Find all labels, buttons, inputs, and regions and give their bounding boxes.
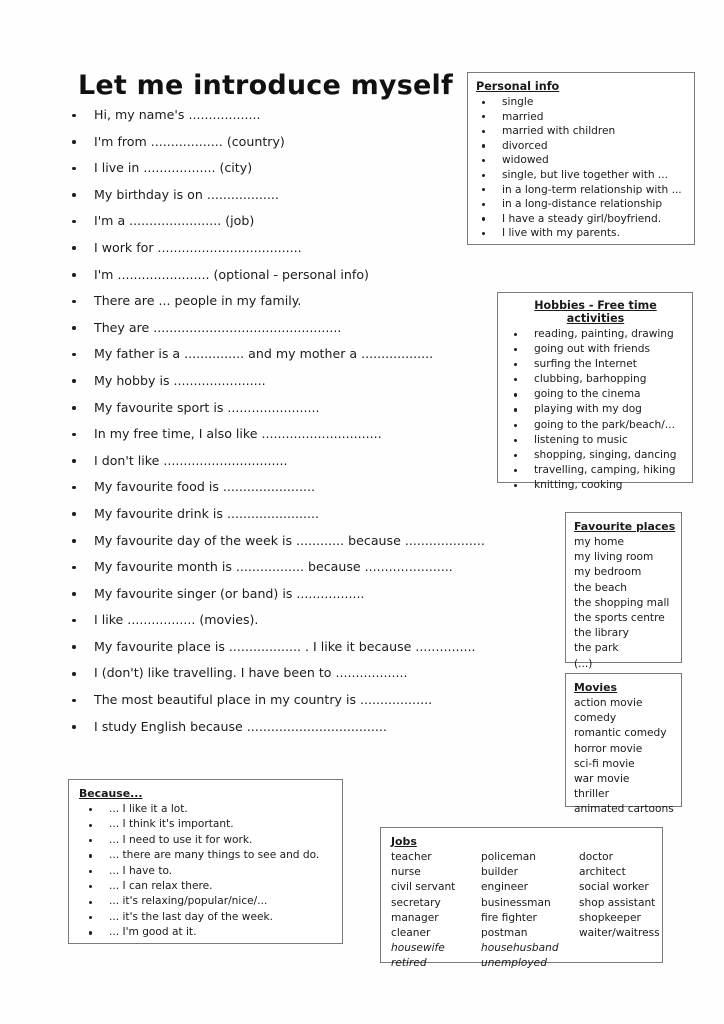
movies-item: thriller: [574, 788, 609, 801]
hobbies-list: [504, 327, 687, 493]
prompt-list-item: My favourite month is ................. because ......................: [66, 554, 536, 581]
job-item: secretary: [391, 896, 441, 909]
personal-info-item: in a long-distance relationship: [476, 197, 688, 212]
hobbies-item: travelling, camping, hiking: [504, 463, 687, 478]
job-item: postman: [481, 927, 528, 940]
personal-info-title: Personal info: [476, 80, 560, 93]
movies-box: [565, 673, 682, 816]
personal-info-item: divorced: [476, 139, 688, 154]
hobbies-item: listening to music: [504, 433, 687, 448]
movies-item: war movie: [574, 773, 630, 786]
prompt-list-item: I'm ....................... (optional - personal info): [66, 262, 536, 289]
hobbies-title: Hobbies - Free time activities: [534, 299, 657, 325]
because-item: ... I like it a lot.: [79, 802, 336, 817]
job-item: [579, 941, 660, 956]
favourite-places-title: Favourite places: [574, 520, 676, 533]
jobs-grid: [391, 850, 660, 972]
job-item: businessman: [481, 896, 551, 909]
movies-item: animated cartoons: [574, 803, 674, 816]
job-item: shopkeeper: [579, 911, 641, 924]
personal-info-item: I have a steady girl/boyfriend.: [476, 212, 688, 227]
favourite-places-item: the park: [574, 642, 619, 655]
page-title: Let me introduce myself: [78, 70, 453, 102]
favourite-places-item: the shopping mall: [574, 596, 670, 609]
favourite-places-item: the library: [574, 627, 629, 640]
movies-list: [574, 696, 676, 818]
job-item: nurse: [391, 866, 421, 879]
prompt-list-item: I like ................. (movies).: [66, 607, 536, 634]
prompt-list-item: My father is a ............... and my mother a ..................: [66, 341, 536, 368]
personal-info-item: in a long-term relationship with ...: [476, 183, 688, 198]
because-item: ... I think it's important.: [79, 817, 336, 832]
prompt-list-item: My favourite food is .......................: [66, 474, 536, 501]
movies-item: horror movie: [574, 742, 643, 755]
personal-info-item: married: [476, 110, 688, 125]
because-box: [68, 779, 343, 944]
prompt-list-item: I live in .................. (city): [66, 155, 536, 182]
personal-info-item: married with children: [476, 124, 688, 139]
jobs-title: Jobs: [391, 835, 417, 848]
prompt-list-item: The most beautiful place in my country is ..................: [66, 687, 536, 714]
prompt-list-item: My favourite singer (or band) is .................: [66, 581, 536, 608]
job-item: social worker: [579, 881, 649, 894]
because-title: Because...: [79, 787, 143, 800]
job-item: teacher: [391, 851, 432, 863]
hobbies-box: [497, 292, 693, 491]
prompt-list-item: There are ... people in my family.: [66, 288, 536, 315]
job-item: architect: [579, 866, 626, 879]
prompt-list-item: My hobby is .......................: [66, 368, 536, 395]
hobbies-item: knitting, cooking: [504, 478, 687, 493]
because-item: ... I can relax there.: [79, 879, 336, 894]
because-item: ... it's the last day of the week.: [79, 910, 336, 925]
prompt-list-item: I don't like ...............................: [66, 448, 536, 475]
job-item: housewife: [391, 942, 445, 955]
hobbies-item: going to the cinema: [504, 387, 687, 402]
favourite-places-item: the sports centre: [574, 612, 665, 625]
hobbies-item: playing with my dog: [504, 402, 687, 417]
job-item: policeman: [481, 851, 536, 863]
job-item: unemployed: [481, 957, 547, 970]
favourite-places-item: the beach: [574, 581, 628, 594]
prompt-list-item: In my free time, I also like ..............................: [66, 421, 536, 448]
job-item: househusband: [481, 942, 559, 955]
personal-info-item: widowed: [476, 153, 688, 168]
because-item: ... it's relaxing/popular/nice/...: [79, 894, 336, 909]
hobbies-item: clubbing, barhopping: [504, 372, 687, 387]
hobbies-item: surfing the Internet: [504, 357, 687, 372]
prompt-list-item: My favourite day of the week is ............ because ....................: [66, 528, 536, 555]
prompt-list-item: I'm a ....................... (job): [66, 208, 536, 235]
personal-info-item: single: [476, 95, 688, 110]
because-item: ... I have to.: [79, 864, 336, 879]
because-item: ... there are many things to see and do.: [79, 848, 336, 863]
because-item: ... I need to use it for work.: [79, 833, 336, 848]
prompt-list-item: Hi, my name's ..................: [66, 102, 536, 129]
movies-item: action movie: [574, 697, 643, 709]
job-item: shop assistant: [579, 896, 656, 909]
job-item: builder: [481, 866, 518, 879]
favourite-places-item: my bedroom: [574, 566, 642, 579]
favourite-places-item: my home: [574, 536, 624, 548]
personal-info-list: [476, 95, 688, 241]
movies-item: comedy: [574, 712, 617, 725]
job-item: manager: [391, 911, 439, 924]
job-item: cleaner: [391, 927, 431, 940]
favourite-places-box: [565, 512, 682, 670]
job-item: fire fighter: [481, 911, 537, 924]
favourite-places-item: my living room: [574, 551, 654, 564]
prompt-list-item: I work for ....................................: [66, 235, 536, 262]
prompt-list-item: I study English because ...................................: [66, 714, 536, 741]
hobbies-item: shopping, singing, dancing: [504, 448, 687, 463]
introduction-prompt-list: [66, 102, 536, 740]
personal-info-box: [467, 72, 695, 245]
job-item: doctor: [579, 851, 614, 863]
job-item: civil servant: [391, 881, 456, 894]
because-item: ... I'm good at it.: [79, 925, 336, 940]
job-item: [579, 956, 660, 971]
jobs-box: [380, 827, 663, 970]
movies-item: romantic comedy: [574, 727, 667, 740]
prompt-list-item: My favourite place is .................. . I like it because ...............: [66, 634, 536, 661]
hobbies-item: going to the park/beach/...: [504, 418, 687, 433]
job-item: engineer: [481, 881, 529, 894]
prompt-list-item: They are ...............................................: [66, 315, 536, 342]
movies-item: sci-fi movie: [574, 757, 635, 770]
favourite-places-list: [574, 535, 676, 672]
prompt-list-item: My favourite drink is .......................: [66, 501, 536, 528]
hobbies-item: going out with friends: [504, 342, 687, 357]
prompt-list-item: I (don't) like travelling. I have been to ..................: [66, 660, 536, 687]
personal-info-item: single, but live together with ...: [476, 168, 688, 183]
prompt-list-item: My birthday is on ..................: [66, 182, 536, 209]
job-item: waiter/waitress: [579, 927, 660, 940]
job-item: retired: [391, 957, 427, 970]
personal-info-item: I live with my parents.: [476, 226, 688, 241]
movies-title: Movies: [574, 681, 618, 694]
favourite-places-item: (...): [574, 657, 593, 670]
because-list: [79, 802, 336, 941]
prompt-list-item: My favourite sport is .......................: [66, 395, 536, 422]
hobbies-item: reading, painting, drawing: [504, 327, 687, 342]
prompt-list-item: I'm from .................. (country): [66, 129, 536, 156]
